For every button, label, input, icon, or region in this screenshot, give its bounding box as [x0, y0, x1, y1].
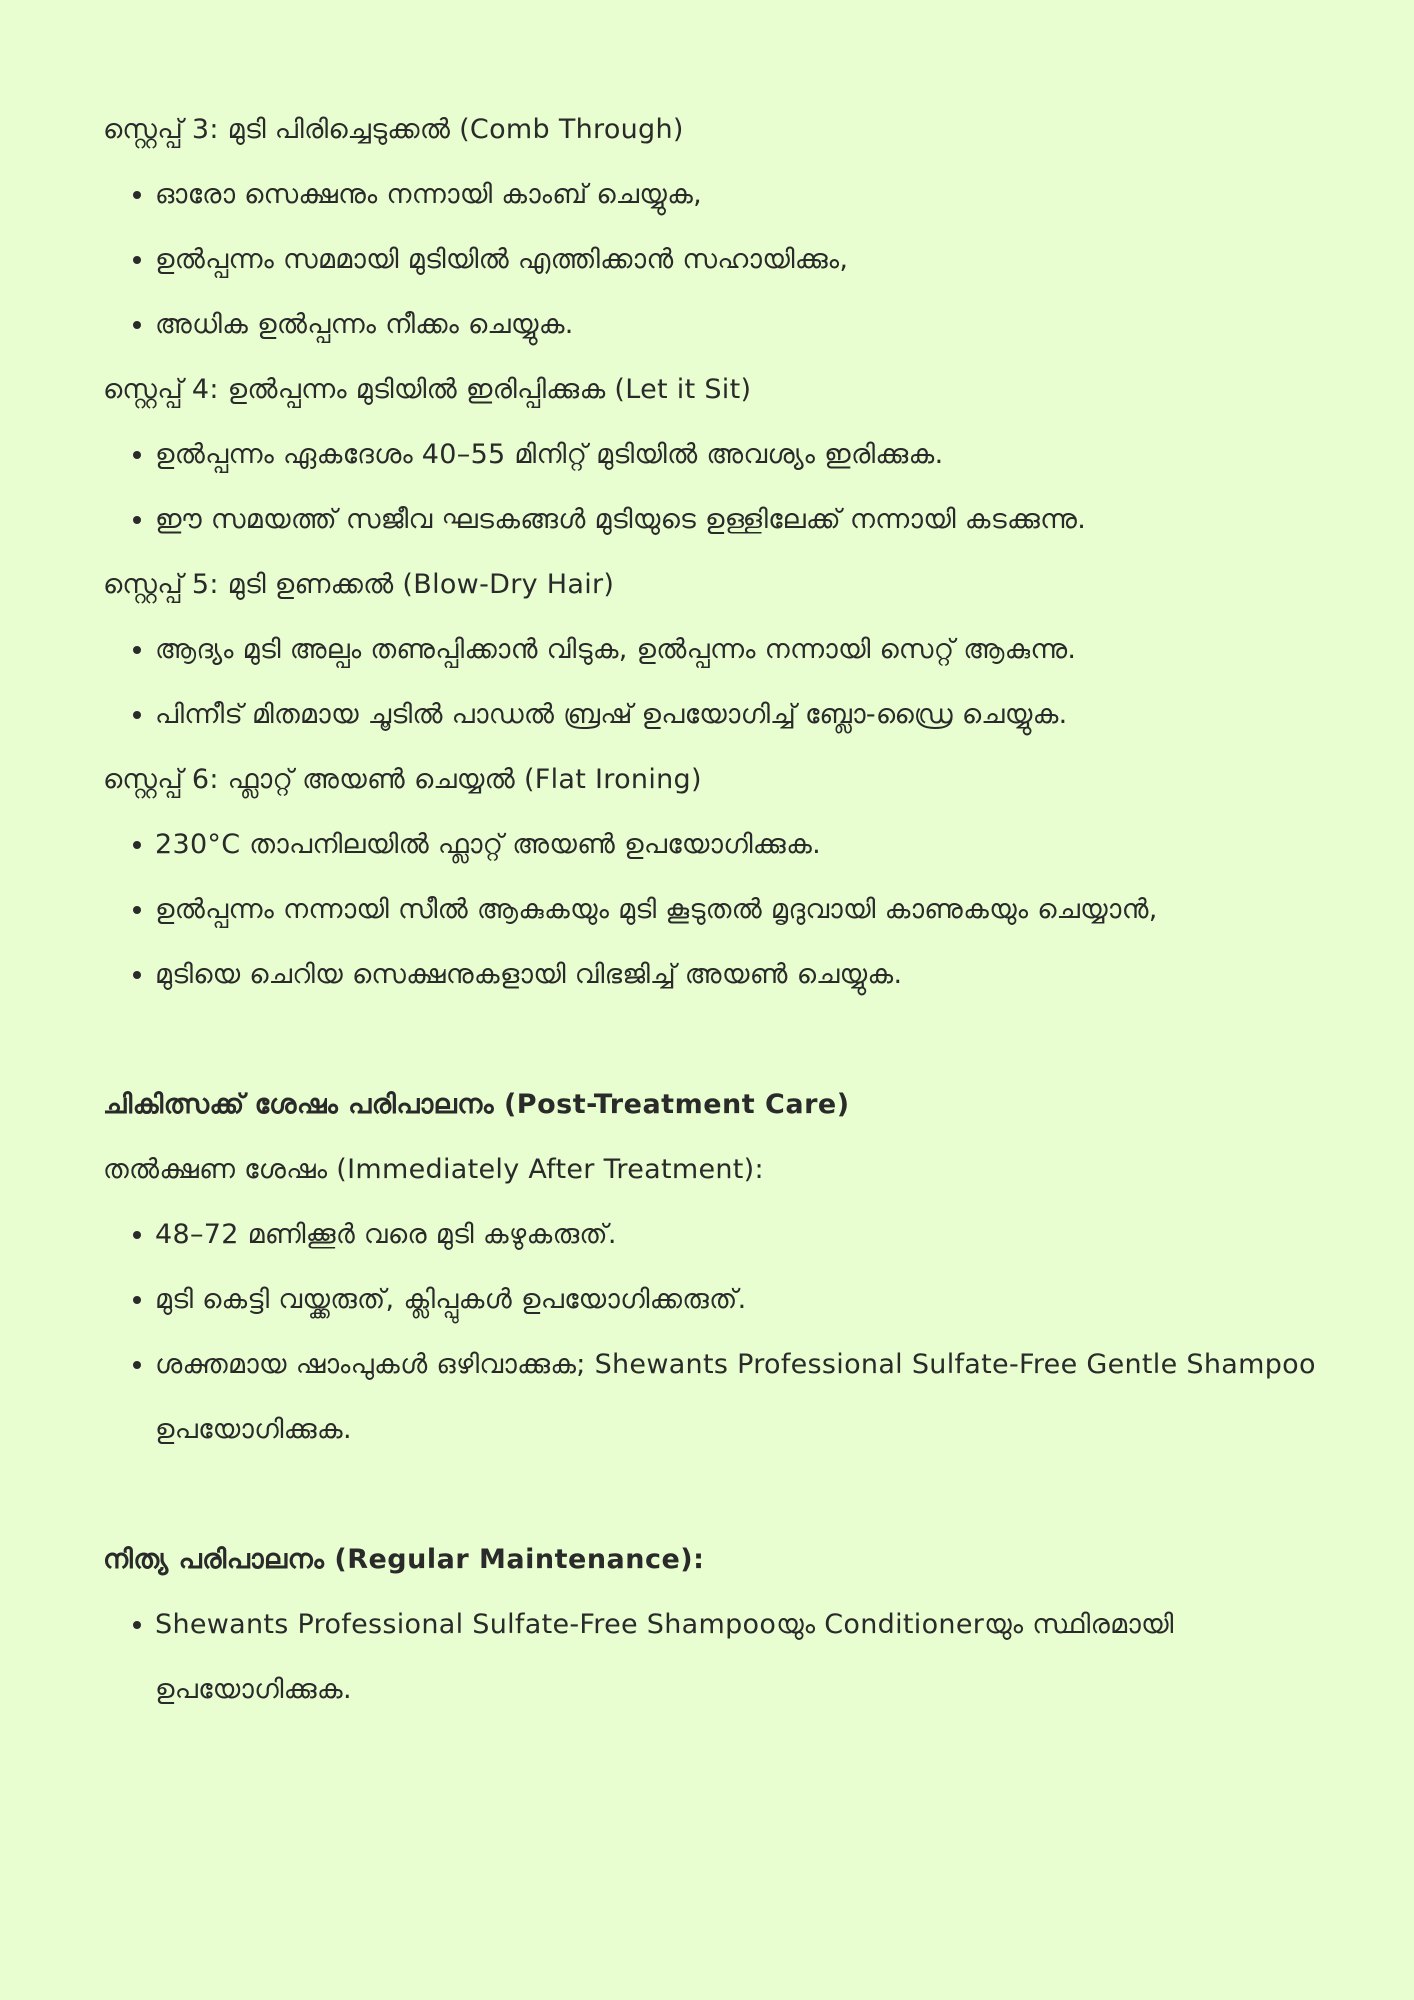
list-item: Shewants Professional Sulfate-Free Shampooയും Conditionerയും സ്ഥിരമായി ഉപയോഗിക്കുക.: [155, 1592, 1324, 1722]
maintenance-title: നിത്യ പരിപാലനം (Regular Maintenance):: [103, 1544, 705, 1575]
list-item: മുടി കെട്ടി വയ്ക്കരുത്, ക്ലിപ്പുകൾ ഉപയോഗിക്കരുത്.: [155, 1267, 1324, 1332]
list-item: പിന്നീട് മിതമായ ചൂടിൽ പാഡൽ ബ്രഷ് ഉപയോഗിച്ച് ബ്ലോ-ഡ്രൈ ചെയ്യുക.: [155, 682, 1324, 747]
list-item: ഉൽപ്പന്നം സമമായി മുടിയിൽ എത്തിക്കാൻ സഹായിക്കും,: [155, 227, 1324, 292]
list-item: ഉൽപ്പന്നം നന്നായി സീൽ ആകുകയും മുടി കൂടുതൽ മൃദുവായി കാണുകയും ചെയ്യാൻ,: [155, 877, 1324, 942]
step-3-heading: സ്റ്റെപ്പ് 3: മുടി പിരിച്ചെടുക്കൽ (Comb Through): [103, 114, 684, 145]
step-4-heading: സ്റ്റെപ്പ് 4: ഉൽപ്പന്നം മുടിയിൽ ഇരിപ്പിക്കുക (Let it Sit): [103, 374, 752, 405]
step-6-list: [103, 812, 1324, 1007]
list-item: ഉൽപ്പന്നം ഏകദേശം 40–55 മിനിറ്റ് മുടിയിൽ അവശ്യം ഇരിക്കുക.: [155, 422, 1324, 487]
post-treatment-title: ചികിത്സക്ക് ശേഷം പരിപാലനം (Post-Treatment Care): [103, 1089, 850, 1120]
list-item: 48–72 മണിക്കൂർ വരെ മുടി കഴുകരുത്.: [155, 1202, 1324, 1267]
list-item: ആദ്യം മുടി അല്പം തണുപ്പിക്കാൻ വിടുക, ഉൽപ്പന്നം നന്നായി സെറ്റ് ആകുന്നു.: [155, 617, 1324, 682]
maintenance-list: [103, 1592, 1324, 1722]
section-spacer: [103, 1007, 1324, 1072]
section-spacer: [103, 1462, 1324, 1527]
post-treatment-list: [103, 1202, 1324, 1462]
step-5-heading: സ്റ്റെപ്പ് 5: മുടി ഉണക്കൽ (Blow-Dry Hair): [103, 569, 615, 600]
list-item: 230°C താപനിലയിൽ ഫ്ലാറ്റ് അയൺ ഉപയോഗിക്കുക.: [155, 812, 1324, 877]
list-item: ശക്തമായ ഷാംപുകൾ ഒഴിവാക്കുക; Shewants Professional Sulfate-Free Gentle Shampoo ഉപയോഗിക്കുക.: [155, 1332, 1324, 1462]
list-item: അധിക ഉൽപ്പന്നം നീക്കം ചെയ്യുക.: [155, 292, 1324, 357]
step-5-list: [103, 617, 1324, 747]
step-6-heading: സ്റ്റെപ്പ് 6: ഫ്ലാറ്റ് അയൺ ചെയ്യൽ (Flat Ironing): [103, 764, 702, 795]
post-treatment-subheading: തൽക്ഷണ ശേഷം (Immediately After Treatment):: [103, 1154, 764, 1185]
step-4-list: [103, 422, 1324, 552]
list-item: ഓരോ സെക്ഷനും നന്നായി കാംബ് ചെയ്യുക,: [155, 162, 1324, 227]
list-item: ഈ സമയത്ത് സജീവ ഘടകങ്ങൾ മുടിയുടെ ഉള്ളിലേക്ക് നന്നായി കടക്കുന്നു.: [155, 487, 1324, 552]
step-3-list: [103, 162, 1324, 357]
list-item: മുടിയെ ചെറിയ സെക്ഷനുകളായി വിഭജിച്ച് അയൺ ചെയ്യുക.: [155, 942, 1324, 1007]
